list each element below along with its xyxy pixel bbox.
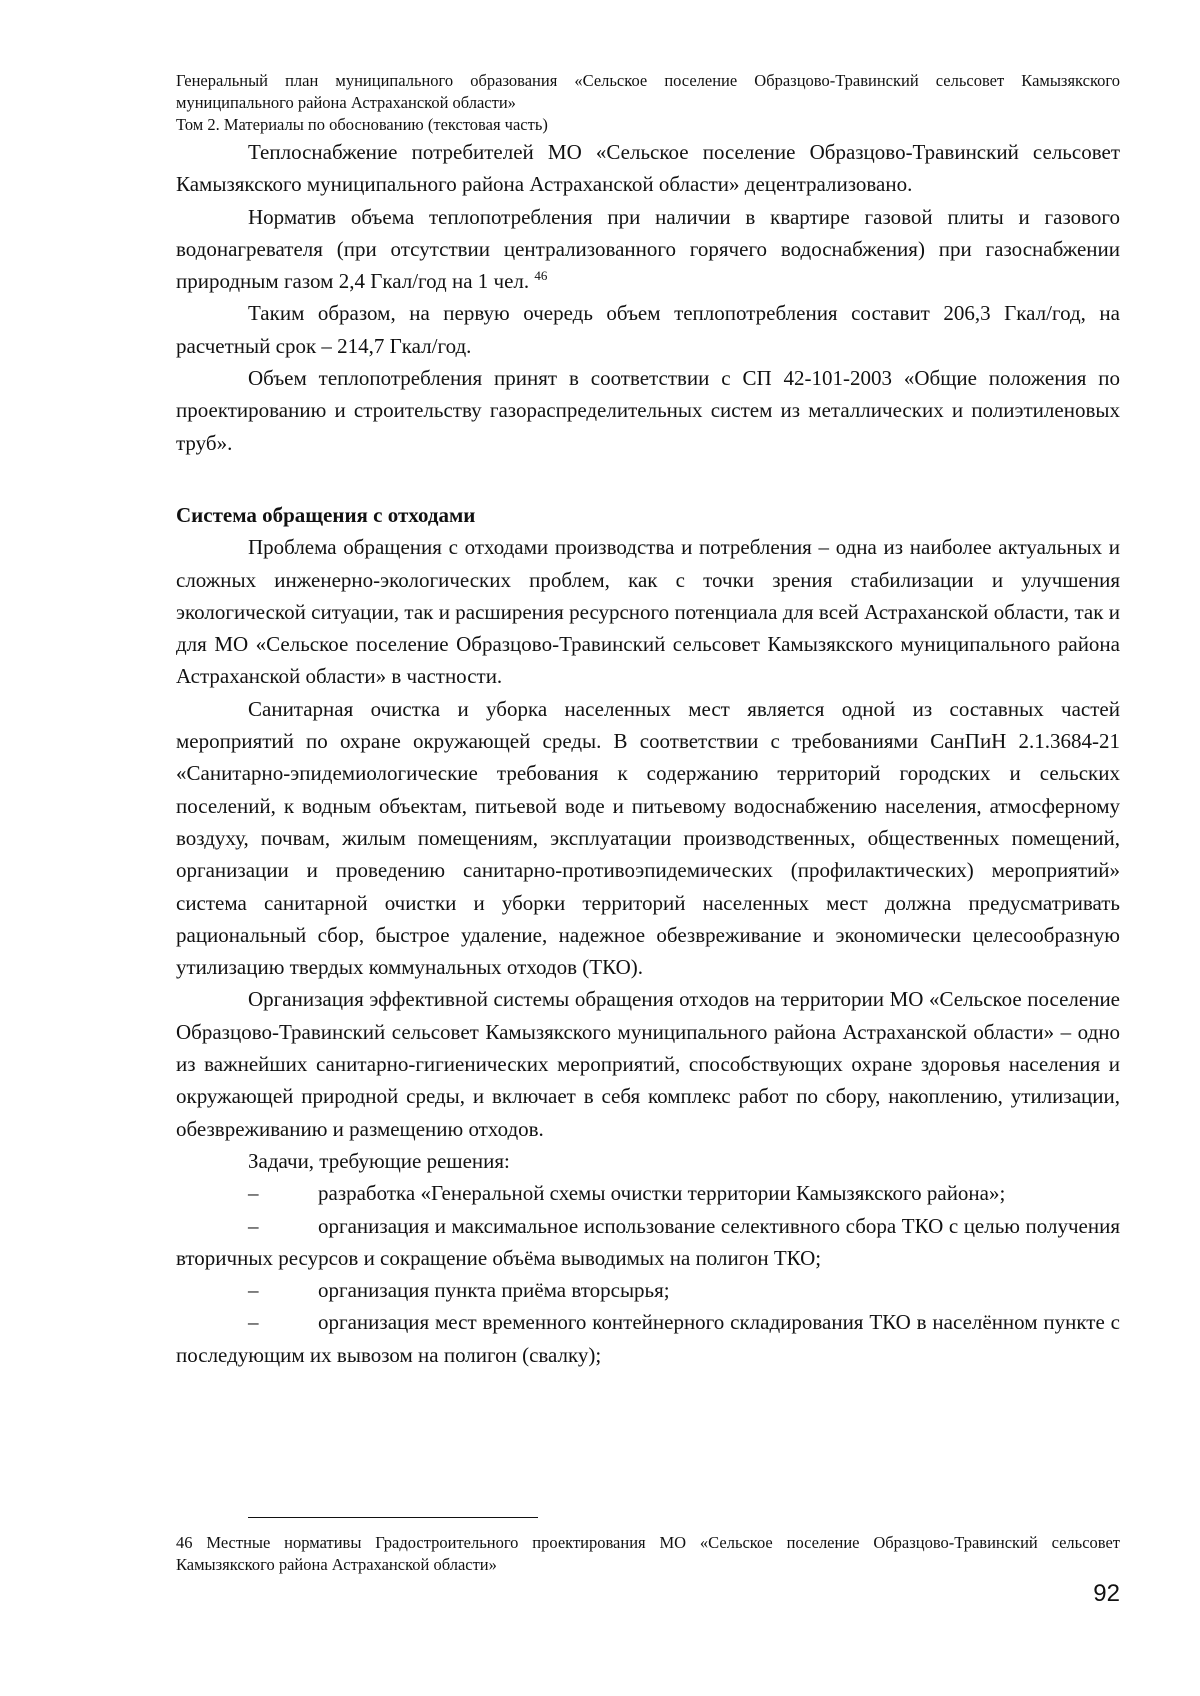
paragraph bbox=[176, 201, 1120, 298]
list-item bbox=[176, 1274, 1120, 1306]
running-header bbox=[176, 70, 1120, 136]
list-item-text: организация мест временного контейнерного складирования ТКО в населённом пункте с последующим их вывозом на полигон (свалку); bbox=[176, 1310, 1120, 1367]
page-number: 92 bbox=[1093, 1580, 1120, 1607]
paragraph: Таким образом, на первую очередь объем теплопотребления составит 206,3 Гкал/год, на расчетный срок – 214,7 Гкал/год. bbox=[176, 301, 1120, 358]
footnote-text: Местные нормативы Градостроительного проектирования МО «Сельское поселение Образцово-Травинский сельсовет Камызякского района Астраханской области» bbox=[176, 1533, 1120, 1574]
list-item-text: организация пункта приёма вторсырья; bbox=[318, 1278, 670, 1303]
header-title: Генеральный план муниципального образования «Сельское поселение Образцово-Травинский сельсовет Камызякского муниципального района Астраханской области» bbox=[176, 71, 1120, 112]
dash-bullet: – bbox=[248, 1181, 259, 1206]
paragraph: Организация эффективной системы обращения отходов на территории МО «Сельское поселение Образцово-Травинский сельсовет Камызякского муниципального района Астраханской области» – одно из важнейших санитарно-гигиенических мероприятий, способствующих охране здоровья населения и окружающей природной среды, и включает в себя комплекс работ по сбору, накоплению, утилизации, обезвреживанию и размещению отходов. bbox=[176, 987, 1120, 1141]
footnote-number: 46 bbox=[176, 1533, 193, 1552]
document-body bbox=[176, 136, 1120, 1371]
list-item-text: организация и максимальное использование селективного сбора ТКО с целью получения вторичных ресурсов и сокращение объёма выводимых на полигон ТКО; bbox=[176, 1213, 1120, 1270]
dash-bullet: – bbox=[248, 1310, 259, 1335]
paragraph: Объем теплопотребления принят в соответствии с СП 42-101-2003 «Общие положения по проектированию и строительству газораспределительных систем из металлических и полиэтиленовых труб». bbox=[176, 366, 1120, 455]
paragraph: Теплоснабжение потребителей МО «Сельское поселение Образцово-Травинский сельсовет Камызякского муниципального района Астраханской области» децентрализовано. bbox=[176, 140, 1120, 197]
paragraph-text: Норматив объема теплопотребления при наличии в квартире газовой плиты и газового водонагревателя (при отсутствии централизованного горячего водоснабжения) при газоснабжении природным газом 2,4 Гкал/год на 1 чел. bbox=[176, 204, 1120, 294]
paragraph: Проблема обращения с отходами производства и потребления – одна из наиболее актуальных и сложных инженерно-экологических проблем, как с точки зрения стабилизации и улучшения экологической ситуации, так и расширения ресурсного потенциала для всей Астраханской области, так и для МО «Сельское поселение Образцово-Травинский сельсовет Камызякского муниципального района Астраханской области» в частности. bbox=[176, 535, 1120, 689]
tasks-intro: Задачи, требующие решения: bbox=[248, 1148, 510, 1173]
footnote-separator bbox=[248, 1517, 538, 1518]
footnote-reference[interactable]: 46 bbox=[534, 268, 548, 284]
list-item bbox=[176, 1177, 1120, 1209]
paragraph: Санитарная очистка и уборка населенных мест является одной из составных частей мероприятий по охране окружающей среды. В соответствии с требованиями СанПиН 2.1.3684-21 «Санитарно-эпидемиологические требования к содержанию территорий городских и сельских поселений, к водным объектам, питьевой воде и питьевому водоснабжению населения, атмосферному воздуху, почвам, жилым помещениям, эксплуатации производственных, общественных помещений, организации и проведению санитарно-противоэпидемических (профилактических) мероприятий» система санитарной очистки и уборки территорий населенных мест должна предусматривать рациональный сбор, быстрое удаление, надежное обезвреживание и экономически целесообразную утилизацию твердых коммунальных отходов (ТКО). bbox=[176, 696, 1120, 980]
section-heading: Система обращения с отходами bbox=[176, 502, 476, 527]
list-item-text: разработка «Генеральной схемы очистки территории Камызякского района»; bbox=[318, 1181, 1006, 1206]
header-volume: Том 2. Материалы по обоснованию (текстовая часть) bbox=[176, 115, 548, 134]
list-item bbox=[176, 1210, 1120, 1275]
list-item bbox=[176, 1306, 1120, 1371]
dash-bullet: – bbox=[248, 1278, 259, 1303]
document-page bbox=[176, 70, 1120, 1371]
footnote bbox=[176, 1532, 1120, 1576]
dash-bullet: – bbox=[248, 1213, 259, 1238]
